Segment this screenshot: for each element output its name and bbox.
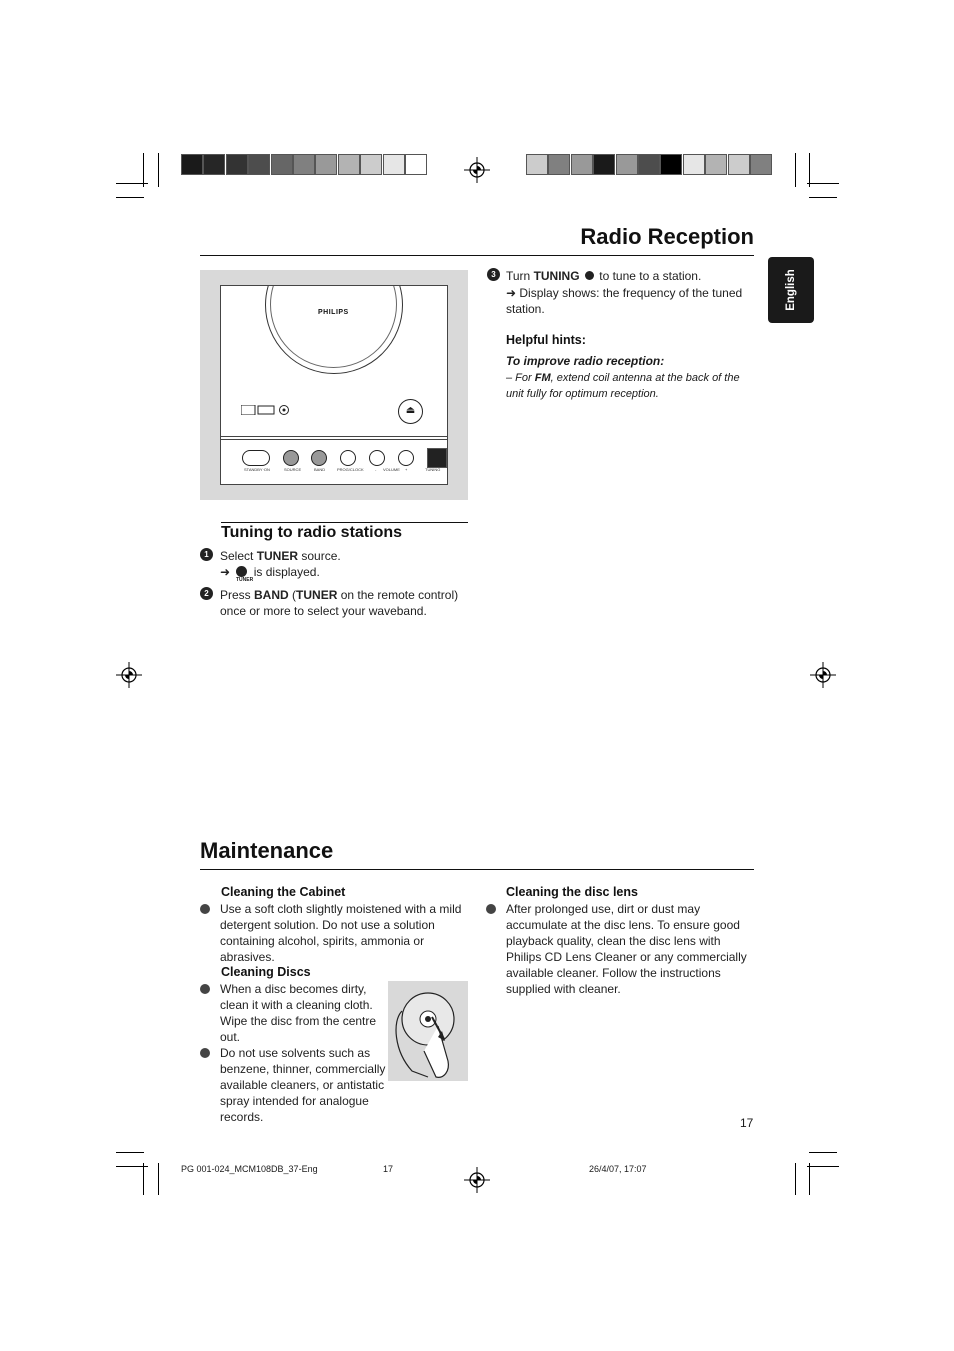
step-2-press: Press xyxy=(220,588,255,602)
bullet-icon xyxy=(200,984,210,994)
footer-file: PG 001-024_MCM108DB_37-Eng xyxy=(181,1164,318,1174)
standby-button[interactable] xyxy=(242,450,270,466)
color-swatch xyxy=(593,154,615,175)
step-1-tuner: TUNER xyxy=(256,549,299,563)
step-3-turn: Turn xyxy=(506,269,534,283)
tuner-symbol-label: TUNER xyxy=(236,577,254,583)
label-band: BAND xyxy=(314,467,326,472)
label-tuning: TUNING xyxy=(425,467,441,472)
crop-mark xyxy=(807,183,839,184)
tuning-heading: Tuning to radio stations xyxy=(221,524,403,541)
section-title-maintenance: Maintenance xyxy=(200,838,334,863)
control-panel-rule xyxy=(221,436,448,437)
color-swatch xyxy=(683,154,705,175)
color-swatch xyxy=(571,154,593,175)
color-swatch xyxy=(750,154,772,175)
registration-mark-icon xyxy=(810,662,836,688)
crop-mark xyxy=(795,153,796,187)
step-number-2: 2 xyxy=(200,587,213,600)
step-number-3: 3 xyxy=(487,268,500,281)
disc-logo-icon xyxy=(241,402,293,412)
color-swatch xyxy=(315,154,337,175)
step-2-paren: ( xyxy=(288,588,297,602)
label-standby: STANDBY·ON xyxy=(244,467,270,472)
device-body xyxy=(220,285,448,440)
color-swatch xyxy=(248,154,270,175)
crop-mark xyxy=(807,1166,839,1167)
crop-mark xyxy=(158,153,159,187)
footer-date: 26/4/07, 17:07 xyxy=(589,1164,647,1174)
color-swatch xyxy=(360,154,382,175)
step-2-tuner: TUNER xyxy=(296,588,338,602)
step-1-text xyxy=(220,548,470,564)
discs-item-2 xyxy=(220,1045,415,1125)
step-3-tuning: TUNING xyxy=(533,269,580,283)
source-button[interactable] xyxy=(283,450,299,466)
lens-heading: Cleaning the disc lens xyxy=(506,885,638,899)
color-swatch xyxy=(203,154,225,175)
crop-mark xyxy=(809,1163,810,1195)
cabinet-heading: Cleaning the Cabinet xyxy=(221,885,346,899)
color-swatch xyxy=(728,154,750,175)
discs-item-2-text: Do not use solvents such as benzene, thinner, commercially available cleaners, or antistatic spray intended for analogue records. xyxy=(220,1046,386,1124)
bullet-icon xyxy=(200,1048,210,1058)
color-swatch xyxy=(616,154,638,175)
color-swatch xyxy=(293,154,315,175)
color-swatch xyxy=(405,154,427,175)
step-number-1: 1 xyxy=(200,548,213,561)
label-minus: - xyxy=(375,467,377,472)
color-swatch xyxy=(338,154,360,175)
color-swatch xyxy=(226,154,248,175)
color-swatch xyxy=(705,154,727,175)
cd-door xyxy=(265,285,403,374)
crop-mark xyxy=(143,1163,144,1195)
crop-mark xyxy=(158,1163,159,1195)
hint-rest: , extend coil antenna at the back of the unit fully for optimum reception. xyxy=(506,372,740,400)
bullet-icon xyxy=(486,904,496,914)
subheading-rule xyxy=(221,522,468,523)
tuning-dot-icon xyxy=(585,271,594,280)
page-number: 17 xyxy=(740,1116,754,1130)
step-1-select: Select xyxy=(220,549,257,563)
language-tab-label: English xyxy=(785,269,797,311)
title-rule xyxy=(200,255,754,256)
tuning-knob[interactable] xyxy=(427,448,447,468)
section-title-radio: Radio Reception xyxy=(580,224,754,249)
hint-text xyxy=(506,370,752,402)
discs-heading: Cleaning Discs xyxy=(221,965,311,979)
registration-mark-icon xyxy=(464,157,490,183)
bullet-icon xyxy=(200,904,210,914)
step-2-band: BAND xyxy=(254,588,289,602)
language-tab xyxy=(768,257,814,323)
cabinet-text: Use a soft cloth slightly moistened with a mild detergent solution. Do not use a solution containing alcohol, spirits, ammonia or abrasives. xyxy=(220,902,462,964)
crop-mark xyxy=(143,153,144,187)
title-rule xyxy=(200,869,754,870)
crop-mark xyxy=(116,1152,144,1153)
label-plus: + xyxy=(405,467,408,472)
eject-button[interactable]: ⏏ xyxy=(398,399,423,424)
step-2-text xyxy=(220,587,470,619)
color-swatch xyxy=(548,154,570,175)
color-swatch xyxy=(181,154,203,175)
crop-mark xyxy=(795,1163,796,1195)
footer-page: 17 xyxy=(383,1164,394,1174)
cd-door-inner xyxy=(270,285,397,368)
prog-clock-button[interactable] xyxy=(340,450,356,466)
tuner-symbol-icon xyxy=(236,566,247,577)
step-3-text xyxy=(506,268,751,284)
label-volume: VOLUME xyxy=(383,467,400,472)
step-1-displayed: is displayed. xyxy=(253,565,320,579)
label-source: SOURCE xyxy=(284,467,302,472)
step-1-arrow-icon: ➜ xyxy=(220,565,231,579)
color-swatch xyxy=(660,154,682,175)
step-2-rest: on the remote control) once or more to select your waveband. xyxy=(220,588,459,618)
disc-cleaning-illustration xyxy=(388,981,468,1081)
step-1-display-line xyxy=(220,564,470,580)
color-swatch xyxy=(383,154,405,175)
crop-mark xyxy=(809,197,837,198)
hint-dash: – For xyxy=(506,372,535,384)
step-3-display: ➜ Display shows: the frequency of the tuned station. xyxy=(506,286,743,316)
discs-item-1: When a disc becomes dirty, clean it with a cleaning cloth. Wipe the disc from the centre out. xyxy=(220,982,377,1044)
label-prog-clock: PROG/CLOCK xyxy=(337,467,364,472)
color-swatch xyxy=(271,154,293,175)
registration-mark-icon xyxy=(116,662,142,688)
band-button[interactable] xyxy=(311,450,327,466)
lens-text: After prolonged use, dirt or dust may accumulate at the disc lens. To ensure good playback quality, clean the disc lens with Philips CD Lens Cleaner or any commercially available cleaner. Follow the instructions supplied with cleaner. xyxy=(506,902,747,996)
color-swatch xyxy=(638,154,660,175)
crop-mark xyxy=(809,1152,837,1153)
volume-up-button[interactable] xyxy=(398,450,414,466)
crop-mark xyxy=(809,153,810,187)
hand-wiping-disc-icon xyxy=(388,981,468,1081)
hints-subheading: To improve radio reception: xyxy=(506,354,665,368)
brand-logo: PHILIPS xyxy=(318,309,349,316)
volume-down-button[interactable] xyxy=(369,450,385,466)
color-swatch xyxy=(526,154,548,175)
registration-mark-icon xyxy=(464,1167,490,1193)
hint-fm: FM xyxy=(534,372,551,384)
step-3-rest: to tune to a station. xyxy=(595,269,702,283)
step-1-rest: source. xyxy=(298,549,341,563)
crop-mark xyxy=(116,197,144,198)
hints-heading: Helpful hints: xyxy=(506,333,586,347)
